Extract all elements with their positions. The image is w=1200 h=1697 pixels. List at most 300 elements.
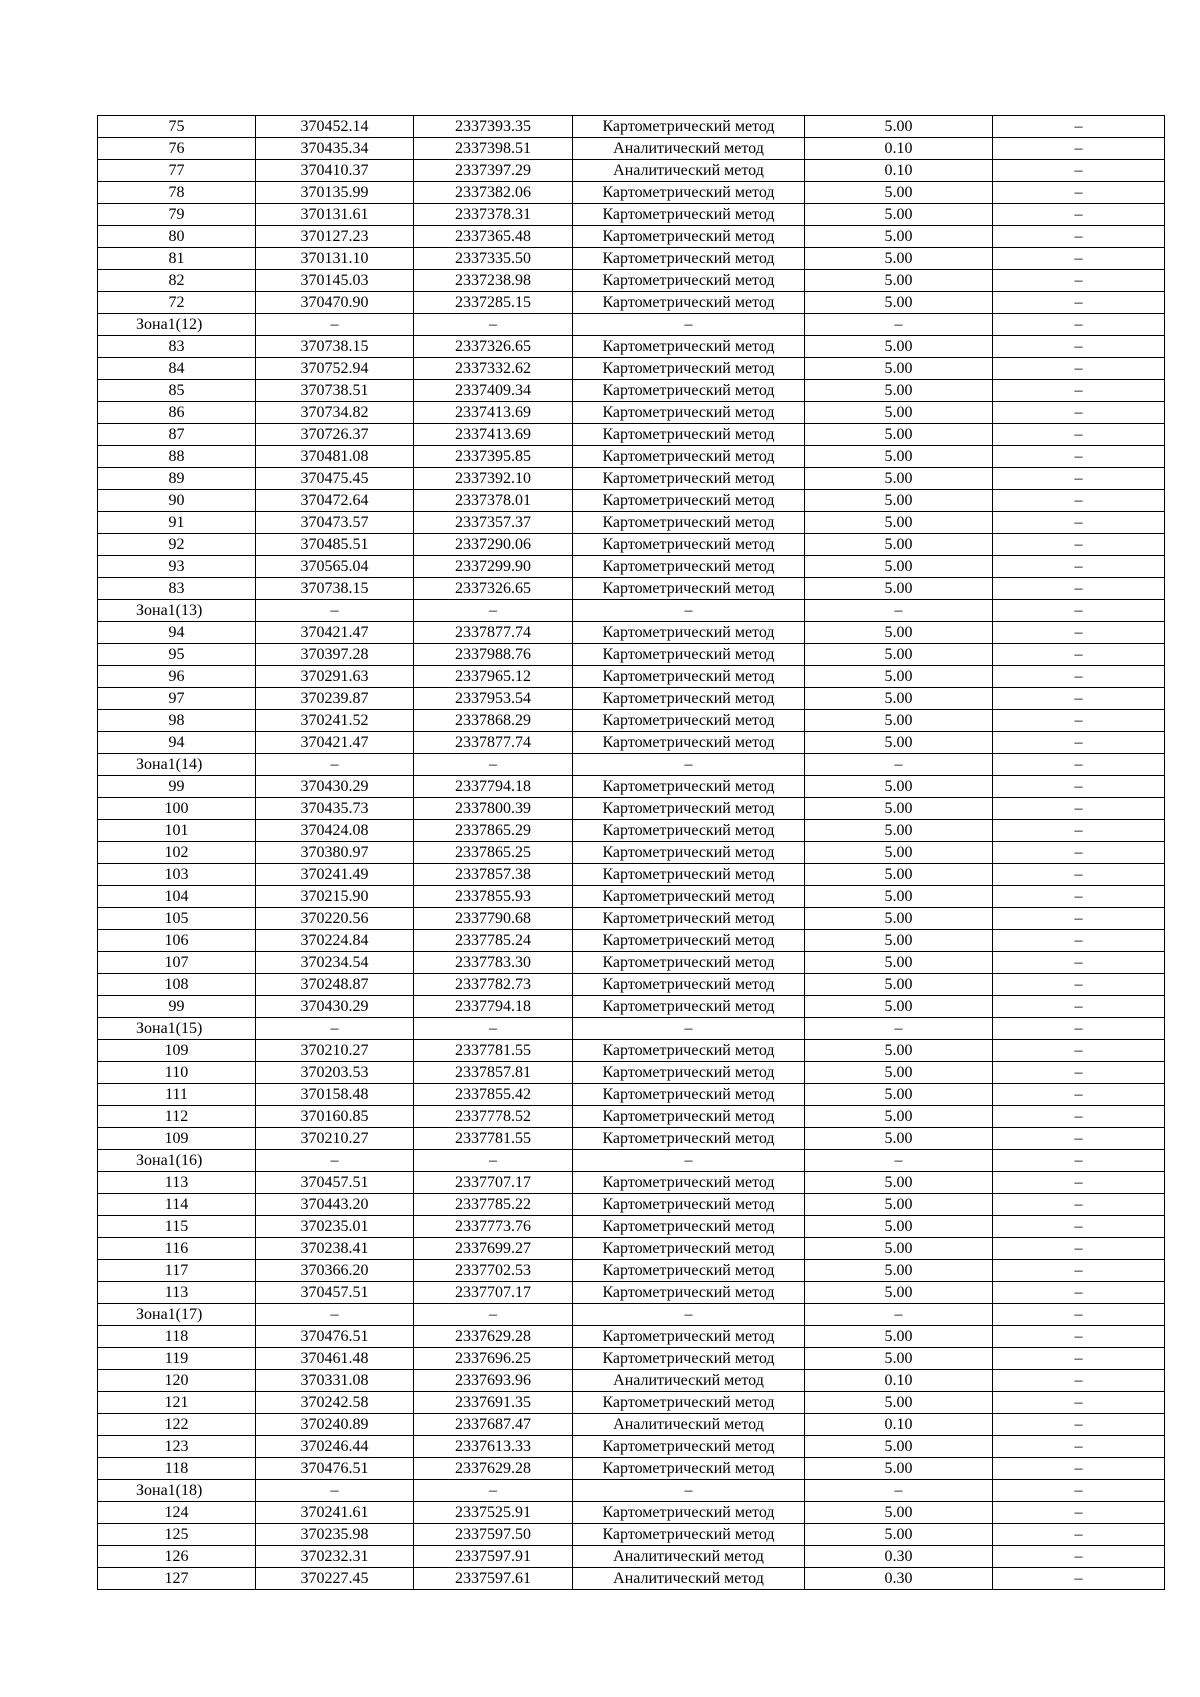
x-coordinate-cell: – [256, 1018, 414, 1040]
y-coordinate-cell: 2337953.54 [414, 688, 573, 710]
y-coordinate-cell: – [414, 600, 573, 622]
point-number-cell: 103 [98, 864, 256, 886]
x-coordinate-cell: 370472.64 [256, 490, 414, 512]
point-number-cell: 126 [98, 1546, 256, 1568]
y-coordinate-cell: 2337382.06 [414, 182, 573, 204]
note-cell: – [993, 468, 1165, 490]
x-coordinate-cell: 370726.37 [256, 424, 414, 446]
x-coordinate-cell: 370476.51 [256, 1458, 414, 1480]
y-coordinate-cell: 2337597.91 [414, 1546, 573, 1568]
accuracy-cell: 5.00 [805, 1062, 993, 1084]
y-coordinate-cell: 2337857.81 [414, 1062, 573, 1084]
accuracy-cell: 5.00 [805, 512, 993, 534]
y-coordinate-cell: 2337877.74 [414, 622, 573, 644]
zone-label-cell: Зона1(14) [98, 754, 256, 776]
note-cell: – [993, 1436, 1165, 1458]
table-row [98, 490, 1165, 512]
table-row [98, 622, 1165, 644]
y-coordinate-cell: 2337398.51 [414, 138, 573, 160]
x-coordinate-cell: 370203.53 [256, 1062, 414, 1084]
y-coordinate-cell: 2337865.25 [414, 842, 573, 864]
y-coordinate-cell: 2337781.55 [414, 1128, 573, 1150]
note-cell: – [993, 908, 1165, 930]
method-cell: Картометрический метод [573, 248, 805, 270]
y-coordinate-cell: 2337687.47 [414, 1414, 573, 1436]
zone-header-row [98, 314, 1165, 336]
x-coordinate-cell: 370457.51 [256, 1282, 414, 1304]
note-cell: – [993, 1194, 1165, 1216]
x-coordinate-cell: 370738.15 [256, 336, 414, 358]
method-cell: Аналитический метод [573, 1370, 805, 1392]
note-cell: – [993, 1084, 1165, 1106]
table-row [98, 974, 1165, 996]
point-number-cell: 97 [98, 688, 256, 710]
y-coordinate-cell: 2337773.76 [414, 1216, 573, 1238]
table-row [98, 292, 1165, 314]
note-cell: – [993, 996, 1165, 1018]
method-cell: – [573, 1150, 805, 1172]
accuracy-cell: 0.10 [805, 1414, 993, 1436]
note-cell: – [993, 1480, 1165, 1502]
accuracy-cell: – [805, 1150, 993, 1172]
method-cell: Картометрический метод [573, 820, 805, 842]
note-cell: – [993, 1304, 1165, 1326]
note-cell: – [993, 424, 1165, 446]
y-coordinate-cell: 2337238.98 [414, 270, 573, 292]
point-number-cell: 125 [98, 1524, 256, 1546]
point-number-cell: 110 [98, 1062, 256, 1084]
table-row [98, 1216, 1165, 1238]
zone-label-cell: Зона1(15) [98, 1018, 256, 1040]
x-coordinate-cell: 370734.82 [256, 402, 414, 424]
note-cell: – [993, 886, 1165, 908]
method-cell: Картометрический метод [573, 886, 805, 908]
method-cell: – [573, 600, 805, 622]
point-number-cell: 94 [98, 732, 256, 754]
point-number-cell: 85 [98, 380, 256, 402]
note-cell: – [993, 1502, 1165, 1524]
y-coordinate-cell: 2337357.37 [414, 512, 573, 534]
note-cell: – [993, 666, 1165, 688]
x-coordinate-cell: 370210.27 [256, 1040, 414, 1062]
method-cell: Картометрический метод [573, 996, 805, 1018]
y-coordinate-cell: 2337857.38 [414, 864, 573, 886]
note-cell: – [993, 204, 1165, 226]
method-cell: Картометрический метод [573, 644, 805, 666]
method-cell: Картометрический метод [573, 402, 805, 424]
note-cell: – [993, 688, 1165, 710]
method-cell: Картометрический метод [573, 1084, 805, 1106]
y-coordinate-cell: 2337781.55 [414, 1040, 573, 1062]
method-cell: – [573, 314, 805, 336]
point-number-cell: 82 [98, 270, 256, 292]
y-coordinate-cell: 2337855.42 [414, 1084, 573, 1106]
point-number-cell: 108 [98, 974, 256, 996]
method-cell: Картометрический метод [573, 512, 805, 534]
method-cell: Картометрический метод [573, 1458, 805, 1480]
accuracy-cell: 5.00 [805, 380, 993, 402]
table-row [98, 402, 1165, 424]
coordinates-table [97, 115, 1165, 1590]
method-cell: Картометрический метод [573, 116, 805, 138]
accuracy-cell: 5.00 [805, 358, 993, 380]
accuracy-cell: 0.30 [805, 1546, 993, 1568]
note-cell: – [993, 1018, 1165, 1040]
point-number-cell: 86 [98, 402, 256, 424]
accuracy-cell: 5.00 [805, 204, 993, 226]
table-row [98, 468, 1165, 490]
y-coordinate-cell: 2337525.91 [414, 1502, 573, 1524]
note-cell: – [993, 292, 1165, 314]
method-cell: Картометрический метод [573, 336, 805, 358]
x-coordinate-cell: 370235.98 [256, 1524, 414, 1546]
y-coordinate-cell: – [414, 754, 573, 776]
point-number-cell: 124 [98, 1502, 256, 1524]
point-number-cell: 94 [98, 622, 256, 644]
y-coordinate-cell: 2337395.85 [414, 446, 573, 468]
y-coordinate-cell: 2337877.74 [414, 732, 573, 754]
x-coordinate-cell: 370461.48 [256, 1348, 414, 1370]
accuracy-cell: 5.00 [805, 1084, 993, 1106]
accuracy-cell: 5.00 [805, 974, 993, 996]
point-number-cell: 76 [98, 138, 256, 160]
note-cell: – [993, 1282, 1165, 1304]
table-row [98, 1568, 1165, 1590]
method-cell: Картометрический метод [573, 1062, 805, 1084]
point-number-cell: 120 [98, 1370, 256, 1392]
point-number-cell: 102 [98, 842, 256, 864]
method-cell: Картометрический метод [573, 1326, 805, 1348]
table-row [98, 1326, 1165, 1348]
x-coordinate-cell: 370331.08 [256, 1370, 414, 1392]
y-coordinate-cell: 2337393.35 [414, 116, 573, 138]
table-row [98, 930, 1165, 952]
x-coordinate-cell: 370127.23 [256, 226, 414, 248]
y-coordinate-cell: 2337702.53 [414, 1260, 573, 1282]
point-number-cell: 119 [98, 1348, 256, 1370]
y-coordinate-cell: 2337365.48 [414, 226, 573, 248]
accuracy-cell: 5.00 [805, 446, 993, 468]
x-coordinate-cell: 370239.87 [256, 688, 414, 710]
y-coordinate-cell: 2337868.29 [414, 710, 573, 732]
zone-header-row [98, 1304, 1165, 1326]
note-cell: – [993, 578, 1165, 600]
y-coordinate-cell: 2337378.31 [414, 204, 573, 226]
accuracy-cell: 5.00 [805, 1326, 993, 1348]
table-row [98, 1040, 1165, 1062]
x-coordinate-cell: 370475.45 [256, 468, 414, 490]
y-coordinate-cell: 2337332.62 [414, 358, 573, 380]
x-coordinate-cell: 370424.08 [256, 820, 414, 842]
accuracy-cell: – [805, 1480, 993, 1502]
x-coordinate-cell: 370752.94 [256, 358, 414, 380]
y-coordinate-cell: 2337778.52 [414, 1106, 573, 1128]
table-row [98, 1392, 1165, 1414]
y-coordinate-cell: 2337707.17 [414, 1282, 573, 1304]
method-cell: Картометрический метод [573, 204, 805, 226]
method-cell: Аналитический метод [573, 1414, 805, 1436]
accuracy-cell: 5.00 [805, 1216, 993, 1238]
x-coordinate-cell: 370738.51 [256, 380, 414, 402]
table-row [98, 358, 1165, 380]
accuracy-cell: 5.00 [805, 1238, 993, 1260]
x-coordinate-cell: – [256, 1304, 414, 1326]
point-number-cell: 104 [98, 886, 256, 908]
table-row [98, 556, 1165, 578]
x-coordinate-cell: 370473.57 [256, 512, 414, 534]
accuracy-cell: 5.00 [805, 1040, 993, 1062]
x-coordinate-cell: 370291.63 [256, 666, 414, 688]
y-coordinate-cell: 2337790.68 [414, 908, 573, 930]
method-cell: Картометрический метод [573, 1524, 805, 1546]
note-cell: – [993, 1062, 1165, 1084]
y-coordinate-cell: 2337378.01 [414, 490, 573, 512]
table-row [98, 688, 1165, 710]
method-cell: Картометрический метод [573, 380, 805, 402]
point-number-cell: 99 [98, 996, 256, 1018]
accuracy-cell: 5.00 [805, 1128, 993, 1150]
x-coordinate-cell: 370248.87 [256, 974, 414, 996]
note-cell: – [993, 512, 1165, 534]
method-cell: Картометрический метод [573, 688, 805, 710]
x-coordinate-cell: 370470.90 [256, 292, 414, 314]
y-coordinate-cell: 2337782.73 [414, 974, 573, 996]
point-number-cell: 109 [98, 1040, 256, 1062]
method-cell: Картометрический метод [573, 556, 805, 578]
note-cell: – [993, 248, 1165, 270]
accuracy-cell: 5.00 [805, 864, 993, 886]
accuracy-cell: 5.00 [805, 908, 993, 930]
x-coordinate-cell: 370232.31 [256, 1546, 414, 1568]
x-coordinate-cell: 370241.49 [256, 864, 414, 886]
accuracy-cell: 5.00 [805, 556, 993, 578]
method-cell: Картометрический метод [573, 270, 805, 292]
method-cell: Аналитический метод [573, 1546, 805, 1568]
y-coordinate-cell: 2337397.29 [414, 160, 573, 182]
table-row [98, 424, 1165, 446]
note-cell: – [993, 226, 1165, 248]
x-coordinate-cell: 370224.84 [256, 930, 414, 952]
table-row [98, 1282, 1165, 1304]
accuracy-cell: – [805, 1304, 993, 1326]
point-number-cell: 88 [98, 446, 256, 468]
method-cell: Картометрический метод [573, 622, 805, 644]
method-cell: Картометрический метод [573, 930, 805, 952]
x-coordinate-cell: 370210.27 [256, 1128, 414, 1150]
accuracy-cell: 5.00 [805, 688, 993, 710]
table-row [98, 270, 1165, 292]
method-cell: Картометрический метод [573, 1194, 805, 1216]
point-number-cell: 95 [98, 644, 256, 666]
note-cell: – [993, 710, 1165, 732]
note-cell: – [993, 974, 1165, 996]
note-cell: – [993, 1260, 1165, 1282]
point-number-cell: 77 [98, 160, 256, 182]
accuracy-cell: 0.10 [805, 160, 993, 182]
note-cell: – [993, 1568, 1165, 1590]
method-cell: Картометрический метод [573, 798, 805, 820]
zone-header-row [98, 1150, 1165, 1172]
y-coordinate-cell: 2337855.93 [414, 886, 573, 908]
x-coordinate-cell: 370421.47 [256, 732, 414, 754]
x-coordinate-cell: – [256, 600, 414, 622]
accuracy-cell: 5.00 [805, 1106, 993, 1128]
method-cell: Картометрический метод [573, 226, 805, 248]
zone-header-row [98, 754, 1165, 776]
method-cell: Картометрический метод [573, 776, 805, 798]
note-cell: – [993, 600, 1165, 622]
x-coordinate-cell: 370738.15 [256, 578, 414, 600]
y-coordinate-cell: 2337409.34 [414, 380, 573, 402]
zone-header-row [98, 600, 1165, 622]
note-cell: – [993, 644, 1165, 666]
point-number-cell: 121 [98, 1392, 256, 1414]
point-number-cell: 113 [98, 1172, 256, 1194]
x-coordinate-cell: 370238.41 [256, 1238, 414, 1260]
accuracy-cell: 5.00 [805, 1194, 993, 1216]
method-cell: Картометрический метод [573, 1172, 805, 1194]
table-row [98, 886, 1165, 908]
table-row [98, 116, 1165, 138]
accuracy-cell: 5.00 [805, 776, 993, 798]
point-number-cell: 109 [98, 1128, 256, 1150]
accuracy-cell: 5.00 [805, 182, 993, 204]
table-row [98, 1238, 1165, 1260]
note-cell: – [993, 556, 1165, 578]
y-coordinate-cell: 2337597.61 [414, 1568, 573, 1590]
point-number-cell: 116 [98, 1238, 256, 1260]
x-coordinate-cell: 370421.47 [256, 622, 414, 644]
accuracy-cell: 5.00 [805, 424, 993, 446]
x-coordinate-cell: 370246.44 [256, 1436, 414, 1458]
point-number-cell: 90 [98, 490, 256, 512]
note-cell: – [993, 820, 1165, 842]
x-coordinate-cell: 370430.29 [256, 776, 414, 798]
note-cell: – [993, 732, 1165, 754]
method-cell: – [573, 1304, 805, 1326]
accuracy-cell: – [805, 754, 993, 776]
method-cell: Картометрический метод [573, 1502, 805, 1524]
point-number-cell: 101 [98, 820, 256, 842]
note-cell: – [993, 842, 1165, 864]
method-cell: – [573, 754, 805, 776]
note-cell: – [993, 1458, 1165, 1480]
accuracy-cell: 5.00 [805, 1260, 993, 1282]
y-coordinate-cell: 2337693.96 [414, 1370, 573, 1392]
accuracy-cell: 5.00 [805, 292, 993, 314]
note-cell: – [993, 358, 1165, 380]
method-cell: Картометрический метод [573, 710, 805, 732]
method-cell: Картометрический метод [573, 1392, 805, 1414]
y-coordinate-cell: 2337629.28 [414, 1458, 573, 1480]
method-cell: Картометрический метод [573, 732, 805, 754]
method-cell: Картометрический метод [573, 1282, 805, 1304]
method-cell: Картометрический метод [573, 534, 805, 556]
accuracy-cell: 0.10 [805, 1370, 993, 1392]
x-coordinate-cell: 370485.51 [256, 534, 414, 556]
method-cell: Картометрический метод [573, 182, 805, 204]
accuracy-cell: 5.00 [805, 1348, 993, 1370]
x-coordinate-cell: 370443.20 [256, 1194, 414, 1216]
accuracy-cell: 5.00 [805, 710, 993, 732]
zone-label-cell: Зона1(13) [98, 600, 256, 622]
accuracy-cell: 5.00 [805, 490, 993, 512]
note-cell: – [993, 116, 1165, 138]
point-number-cell: 114 [98, 1194, 256, 1216]
method-cell: Картометрический метод [573, 1040, 805, 1062]
accuracy-cell: 5.00 [805, 402, 993, 424]
table-row [98, 864, 1165, 886]
accuracy-cell: 5.00 [805, 1172, 993, 1194]
note-cell: – [993, 534, 1165, 556]
y-coordinate-cell: 2337597.50 [414, 1524, 573, 1546]
accuracy-cell: 5.00 [805, 886, 993, 908]
table-row [98, 776, 1165, 798]
x-coordinate-cell: 370235.01 [256, 1216, 414, 1238]
accuracy-cell: 5.00 [805, 644, 993, 666]
accuracy-cell: 5.00 [805, 666, 993, 688]
y-coordinate-cell: 2337965.12 [414, 666, 573, 688]
point-number-cell: 92 [98, 534, 256, 556]
table-row [98, 182, 1165, 204]
table-row [98, 1502, 1165, 1524]
point-number-cell: 93 [98, 556, 256, 578]
point-number-cell: 81 [98, 248, 256, 270]
note-cell: – [993, 864, 1165, 886]
accuracy-cell: 5.00 [805, 1392, 993, 1414]
x-coordinate-cell: 370452.14 [256, 116, 414, 138]
note-cell: – [993, 336, 1165, 358]
accuracy-cell: 5.00 [805, 952, 993, 974]
x-coordinate-cell: 370397.28 [256, 644, 414, 666]
y-coordinate-cell: 2337691.35 [414, 1392, 573, 1414]
note-cell: – [993, 754, 1165, 776]
zone-label-cell: Зона1(18) [98, 1480, 256, 1502]
point-number-cell: 100 [98, 798, 256, 820]
point-number-cell: 96 [98, 666, 256, 688]
y-coordinate-cell: 2337285.15 [414, 292, 573, 314]
x-coordinate-cell: 370131.61 [256, 204, 414, 226]
point-number-cell: 75 [98, 116, 256, 138]
accuracy-cell: 5.00 [805, 996, 993, 1018]
y-coordinate-cell: 2337794.18 [414, 996, 573, 1018]
method-cell: Аналитический метод [573, 138, 805, 160]
y-coordinate-cell: 2337865.29 [414, 820, 573, 842]
method-cell: Картометрический метод [573, 974, 805, 996]
y-coordinate-cell: 2337335.50 [414, 248, 573, 270]
point-number-cell: 105 [98, 908, 256, 930]
y-coordinate-cell: 2337290.06 [414, 534, 573, 556]
table-row [98, 732, 1165, 754]
method-cell: Картометрический метод [573, 446, 805, 468]
method-cell: Картометрический метод [573, 490, 805, 512]
y-coordinate-cell: – [414, 1480, 573, 1502]
method-cell: Картометрический метод [573, 424, 805, 446]
accuracy-cell: 5.00 [805, 336, 993, 358]
table-row [98, 1084, 1165, 1106]
table-row [98, 1458, 1165, 1480]
point-number-cell: 83 [98, 336, 256, 358]
point-number-cell: 83 [98, 578, 256, 600]
zone-header-row [98, 1480, 1165, 1502]
accuracy-cell: 5.00 [805, 820, 993, 842]
note-cell: – [993, 1150, 1165, 1172]
table-row [98, 842, 1165, 864]
y-coordinate-cell: 2337299.90 [414, 556, 573, 578]
x-coordinate-cell: 370215.90 [256, 886, 414, 908]
y-coordinate-cell: 2337326.65 [414, 578, 573, 600]
table-row [98, 512, 1165, 534]
